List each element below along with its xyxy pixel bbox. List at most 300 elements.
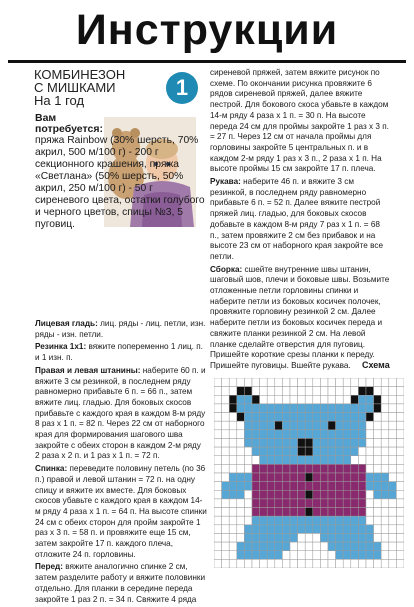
- chart-cell: [366, 464, 374, 473]
- chart-cell: [381, 533, 389, 542]
- chart-cell: [260, 490, 268, 499]
- chart-cell: [366, 499, 374, 508]
- chart-cell: [237, 551, 245, 560]
- chart-cell: [267, 551, 275, 560]
- chart-cell: [290, 551, 298, 560]
- chart-cell: [351, 482, 359, 491]
- chart-cell: [244, 473, 252, 482]
- chart-cell: [305, 387, 313, 396]
- chart-cell: [275, 516, 283, 525]
- chart-cell: [290, 525, 298, 534]
- chart-cell: [290, 533, 298, 542]
- chart-cell: [396, 525, 404, 534]
- chart-cell: [267, 482, 275, 491]
- chart-cell: [229, 404, 237, 413]
- chart-cell: [343, 525, 351, 534]
- chart-cell: [358, 456, 366, 465]
- chart-cell: [252, 456, 260, 465]
- chart-cell: [320, 387, 328, 396]
- chart-cell: [298, 413, 306, 422]
- chart-cell: [343, 456, 351, 465]
- chart-cell: [282, 378, 290, 387]
- chart-cell: [237, 525, 245, 534]
- chart-cell: [237, 413, 245, 422]
- chart-cell: [275, 378, 283, 387]
- chart-cell: [229, 395, 237, 404]
- chart-cell: [305, 490, 313, 499]
- chart-cell: [374, 413, 382, 422]
- chart-cell: [389, 490, 397, 499]
- chart-cell: [366, 447, 374, 456]
- chart-cell: [389, 387, 397, 396]
- chart-cell: [244, 378, 252, 387]
- chart-cell: [389, 395, 397, 404]
- chart-cell: [290, 516, 298, 525]
- chart-cell: [252, 473, 260, 482]
- chart-cell: [252, 447, 260, 456]
- chart-cell: [396, 473, 404, 482]
- chart-cell: [222, 456, 230, 465]
- chart-cell: [267, 387, 275, 396]
- chart-cell: [381, 387, 389, 396]
- chart-cell: [275, 482, 283, 491]
- chart-cell: [320, 551, 328, 560]
- chart-cell: [290, 542, 298, 551]
- chart-cell: [328, 482, 336, 491]
- materials-title: [35, 113, 103, 135]
- section-text: наберите 60 п. и вяжите 3 см резинкой, в последнем ряду равномерно прибавьте 6 п. = 66 п., затем вяжите лиц. гладью. Для боковых скосов прибавьте с каждого края в каждом 8-м ряду 8 раз x 1 п. = 82 п. Через 22 см от наборного края для формирования шагового шва закройте с обеих сторон в каждом 2-м ряду 2 раза x 2 п. и 1 раз x 1 п. = 72 п.: [35, 365, 206, 461]
- chart-cell: [282, 438, 290, 447]
- chart-cell: [389, 438, 397, 447]
- chart-cell: [275, 533, 283, 542]
- chart-cell: [214, 438, 222, 447]
- chart-cell: [313, 508, 321, 517]
- chart-cell: [260, 464, 268, 473]
- chart-cell: [282, 508, 290, 517]
- chart-cell: [298, 490, 306, 499]
- chart-cell: [320, 525, 328, 534]
- chart-cell: [328, 404, 336, 413]
- chart-cell: [260, 525, 268, 534]
- chart-cell: [222, 516, 230, 525]
- chart-cell: [267, 404, 275, 413]
- chart-cell: [305, 499, 313, 508]
- section-text: переведите половину петель (по 36 п.) правой и левой штанин = 72 п. на одну спицу и вяжите их вместе. Для боковых скосов убавьте с каждого края в каждом 14-м ряду 4 раза x 1 п. = 64 п. На высоте спинки 24 см с обеих сторон для пройм закройте 1 раз x 3 п. = 58 п. и провяжите еще 15 см, затем закройте 17 п. каждого плеча, отложите 24 п. горловины.: [35, 464, 207, 559]
- chart-cell: [298, 430, 306, 439]
- chart-cell: [336, 438, 344, 447]
- chart-cell: [396, 404, 404, 413]
- chart-cell: [320, 421, 328, 430]
- chart-cell: [290, 430, 298, 439]
- chart-cell: [267, 490, 275, 499]
- section-label: Рукава:: [210, 177, 241, 187]
- chart-cell: [374, 473, 382, 482]
- chart-cell: [374, 533, 382, 542]
- chart-cell: [260, 482, 268, 491]
- chart-cell: [396, 516, 404, 525]
- chart-cell: [313, 430, 321, 439]
- chart-cell: [366, 516, 374, 525]
- chart-cell: [229, 559, 237, 568]
- chart-cell: [366, 413, 374, 422]
- chart-cell: [351, 490, 359, 499]
- chart-cell: [290, 378, 298, 387]
- chart-cell: [305, 378, 313, 387]
- chart-cell: [298, 378, 306, 387]
- materials-title-line-1: Вам: [35, 112, 57, 124]
- chart-cell: [229, 551, 237, 560]
- chart-cell: [351, 447, 359, 456]
- chart-cell: [366, 456, 374, 465]
- chart-cell: [214, 482, 222, 491]
- chart-cell: [244, 482, 252, 491]
- chart-cell: [237, 508, 245, 517]
- chart-cell: [260, 559, 268, 568]
- chart-cell: [252, 533, 260, 542]
- chart-cell: [358, 473, 366, 482]
- chart-cell: [305, 473, 313, 482]
- chart-cell: [328, 413, 336, 422]
- chart-cell: [336, 395, 344, 404]
- chart-cell: [313, 378, 321, 387]
- chart-cell: [328, 508, 336, 517]
- chart-cell: [320, 378, 328, 387]
- chart-cell: [328, 447, 336, 456]
- chart-cell: [252, 378, 260, 387]
- chart-cell: [374, 404, 382, 413]
- chart-cell: [358, 447, 366, 456]
- chart-cell: [381, 525, 389, 534]
- chart-cell: [222, 464, 230, 473]
- chart-cell: [374, 387, 382, 396]
- chart-cell: [374, 542, 382, 551]
- chart-cell: [222, 482, 230, 491]
- chart-cell: [396, 464, 404, 473]
- chart-cell: [381, 456, 389, 465]
- chart-cell: [320, 482, 328, 491]
- chart-cell: [267, 559, 275, 568]
- chart-cell: [336, 387, 344, 396]
- chart-cell: [222, 473, 230, 482]
- chart-cell: [305, 395, 313, 404]
- chart-cell: [351, 395, 359, 404]
- chart-cell: [396, 499, 404, 508]
- chart-cell: [275, 551, 283, 560]
- chart-cell: [336, 525, 344, 534]
- chart-cell: [381, 413, 389, 422]
- chart-cell: [389, 430, 397, 439]
- chart-cell: [229, 413, 237, 422]
- chart-cell: [320, 438, 328, 447]
- chart-cell: [366, 482, 374, 491]
- chart-cell: [290, 456, 298, 465]
- chart-cell: [237, 464, 245, 473]
- chart-cell: [282, 464, 290, 473]
- chart-cell: [282, 456, 290, 465]
- chart-cell: [389, 533, 397, 542]
- chart-cell: [366, 438, 374, 447]
- chart-cell: [290, 438, 298, 447]
- chart-cell: [282, 516, 290, 525]
- chart-cell: [389, 378, 397, 387]
- chart-cell: [229, 464, 237, 473]
- chart-cell: [336, 464, 344, 473]
- chart-cell: [396, 395, 404, 404]
- chart-cell: [358, 395, 366, 404]
- chart-cell: [374, 559, 382, 568]
- chart-cell: [389, 559, 397, 568]
- chart-cell: [244, 516, 252, 525]
- chart-cell: [260, 508, 268, 517]
- chart-cell: [214, 378, 222, 387]
- chart-cell: [374, 508, 382, 517]
- chart-cell: [275, 447, 283, 456]
- chart-cell: [214, 421, 222, 430]
- chart-cell: [214, 430, 222, 439]
- chart-cell: [275, 430, 283, 439]
- chart-cell: [222, 413, 230, 422]
- chart-cell: [267, 395, 275, 404]
- chart-cell: [336, 413, 344, 422]
- chart-cell: [336, 456, 344, 465]
- chart-cell: [275, 499, 283, 508]
- section-text: лиц. ряды - лиц. петли, изн. ряды - изн. петли.: [35, 319, 206, 339]
- chart-cell: [290, 464, 298, 473]
- chart-cell: [282, 447, 290, 456]
- chart-cell: [229, 456, 237, 465]
- chart-cell: [351, 430, 359, 439]
- chart-cell: [374, 456, 382, 465]
- chart-cell: [328, 378, 336, 387]
- chart-cell: [252, 438, 260, 447]
- section-text: наберите 46 п. и вяжите 3 см резинкой, в последнем ряду равномерно прибавьте 6 п. = 52 п. Далее вяжите пестрой пряжей лиц. гладью, для боковых скосов добавьте в каждом 8-м ряду 7 раз x 1 п. = 68 п., затем провяжите 2 см без прибавок и на высоте 23 см от наборного края закройте все петли.: [210, 177, 383, 261]
- chart-cell: [374, 421, 382, 430]
- chart-cell: [366, 525, 374, 534]
- chart-cell: [244, 438, 252, 447]
- chart-cell: [282, 482, 290, 491]
- chart-cell: [374, 430, 382, 439]
- chart-cell: [214, 387, 222, 396]
- chart-cell: [260, 404, 268, 413]
- chart-cell: [305, 516, 313, 525]
- section-label: Перед:: [35, 562, 63, 572]
- chart-cell: [244, 447, 252, 456]
- chart-cell: [229, 482, 237, 491]
- chart-cell: [214, 533, 222, 542]
- chart-cell: [343, 438, 351, 447]
- chart-cell: [267, 430, 275, 439]
- chart-cell: [366, 387, 374, 396]
- chart-cell: [305, 542, 313, 551]
- chart-cell: [275, 542, 283, 551]
- chart-cell: [282, 559, 290, 568]
- chart-cell: [267, 447, 275, 456]
- chart-cell: [275, 559, 283, 568]
- chart-cell: [313, 551, 321, 560]
- chart-cell: [336, 559, 344, 568]
- chart-cell: [381, 404, 389, 413]
- chart-cell: [358, 430, 366, 439]
- chart-cell: [214, 508, 222, 517]
- chart-cell: [381, 508, 389, 517]
- chart-cell: [366, 404, 374, 413]
- chart-cell: [389, 404, 397, 413]
- section-label: Сборка:: [210, 264, 243, 274]
- chart-cell: [381, 464, 389, 473]
- chart-cell: [305, 551, 313, 560]
- chart-cell: [343, 551, 351, 560]
- chart-cell: [237, 421, 245, 430]
- chart-cell: [229, 473, 237, 482]
- chart-cell: [351, 378, 359, 387]
- chart-cell: [358, 533, 366, 542]
- chart-cell: [336, 447, 344, 456]
- chart-cell: [320, 413, 328, 422]
- chart-cell: [244, 404, 252, 413]
- chart-cell: [351, 508, 359, 517]
- chart-cell: [389, 551, 397, 560]
- chart-cell: [229, 378, 237, 387]
- chart-cell: [305, 413, 313, 422]
- chart-cell: [237, 499, 245, 508]
- chart-cell: [351, 525, 359, 534]
- chart-cell: [328, 559, 336, 568]
- chart-cell: [351, 533, 359, 542]
- chart-cell: [396, 533, 404, 542]
- chart-cell: [275, 525, 283, 534]
- chart-cell: [343, 421, 351, 430]
- chart-cell: [252, 421, 260, 430]
- chart-cell: [222, 421, 230, 430]
- chart-cell: [358, 542, 366, 551]
- section-text: вяжите аналогично спинке 2 см, затем разделите работу и вяжите половинки отдельно. Для планки в середине переда закройте 1 раз 2 п. = 34 п. Свяжите 4 ряда: [35, 562, 206, 604]
- chart-cell: [336, 404, 344, 413]
- chart-cell: [366, 533, 374, 542]
- chart-cell: [328, 421, 336, 430]
- chart-cell: [244, 490, 252, 499]
- chart-cell: [229, 499, 237, 508]
- pattern-heading: [34, 68, 125, 107]
- chart-cell: [381, 490, 389, 499]
- chart-cell: [298, 533, 306, 542]
- chart-cell: [260, 542, 268, 551]
- chart-cell: [252, 490, 260, 499]
- chart-cell: [229, 421, 237, 430]
- chart-cell: [244, 542, 252, 551]
- instructions-column-left: [35, 319, 207, 607]
- chart-cell: [343, 559, 351, 568]
- chart-cell: [343, 395, 351, 404]
- chart-cell: [320, 447, 328, 456]
- chart-cell: [237, 404, 245, 413]
- chart-cell: [214, 464, 222, 473]
- chart-cell: [298, 387, 306, 396]
- chart-cell: [336, 499, 344, 508]
- chart-cell: [351, 413, 359, 422]
- chart-cell: [298, 421, 306, 430]
- pattern-number-badge: 1: [166, 72, 198, 104]
- chart-cell: [328, 473, 336, 482]
- chart-cell: [222, 533, 230, 542]
- chart-cell: [244, 499, 252, 508]
- chart-cell: [252, 508, 260, 517]
- chart-cell: [396, 430, 404, 439]
- chart-cell: [252, 464, 260, 473]
- chart-cell: [298, 395, 306, 404]
- chart-cell: [260, 456, 268, 465]
- chart-cell: [214, 413, 222, 422]
- section-label: Лицевая гладь:: [35, 319, 98, 328]
- chart-cell: [222, 447, 230, 456]
- chart-cell: [351, 404, 359, 413]
- chart-cell: [267, 508, 275, 517]
- chart-cell: [313, 542, 321, 551]
- heading-line-1: КОМБИНЕЗОН: [34, 67, 126, 82]
- chart-cell: [252, 499, 260, 508]
- chart-cell: [343, 473, 351, 482]
- section-label: Правая и левая штанины:: [35, 365, 141, 375]
- chart-cell: [298, 559, 306, 568]
- chart-cell: [275, 464, 283, 473]
- chart-cell: [336, 508, 344, 517]
- chart-cell: [260, 395, 268, 404]
- chart-cell: [374, 395, 382, 404]
- chart-cell: [381, 421, 389, 430]
- chart-cell: [374, 525, 382, 534]
- chart-cell: [358, 438, 366, 447]
- chart-cell: [267, 378, 275, 387]
- chart-cell: [275, 438, 283, 447]
- instructions-column-right: [210, 68, 390, 374]
- chart-cell: [298, 464, 306, 473]
- chart-cell: [305, 447, 313, 456]
- chart-cell: [396, 456, 404, 465]
- chart-cell: [358, 413, 366, 422]
- chart-cell: [244, 387, 252, 396]
- chart-cell: [343, 516, 351, 525]
- chart-cell: [389, 413, 397, 422]
- chart-cell: [298, 447, 306, 456]
- chart-cell: [244, 508, 252, 517]
- chart-cell: [313, 482, 321, 491]
- chart-cell: [298, 499, 306, 508]
- chart-cell: [328, 516, 336, 525]
- chart-cell: [328, 456, 336, 465]
- chart-cell: [267, 542, 275, 551]
- chart-cell: [229, 516, 237, 525]
- chart-cell: [237, 387, 245, 396]
- chart-cell: [229, 438, 237, 447]
- chart-cell: [267, 438, 275, 447]
- chart-cell: [252, 525, 260, 534]
- chart-cell: [298, 551, 306, 560]
- chart-cell: [358, 387, 366, 396]
- chart-cell: [351, 499, 359, 508]
- chart-cell: [260, 551, 268, 560]
- materials-title-line-2: потребуется:: [35, 123, 103, 135]
- chart-cell: [343, 533, 351, 542]
- chart-cell: [260, 516, 268, 525]
- chart-cell: [244, 464, 252, 473]
- chart-cell: [374, 516, 382, 525]
- chart-cell: [252, 559, 260, 568]
- chart-cell: [252, 387, 260, 396]
- chart-cell: [343, 447, 351, 456]
- chart-cell: [244, 533, 252, 542]
- chart-cell: [328, 395, 336, 404]
- chart-cell: [252, 413, 260, 422]
- chart-cell: [351, 559, 359, 568]
